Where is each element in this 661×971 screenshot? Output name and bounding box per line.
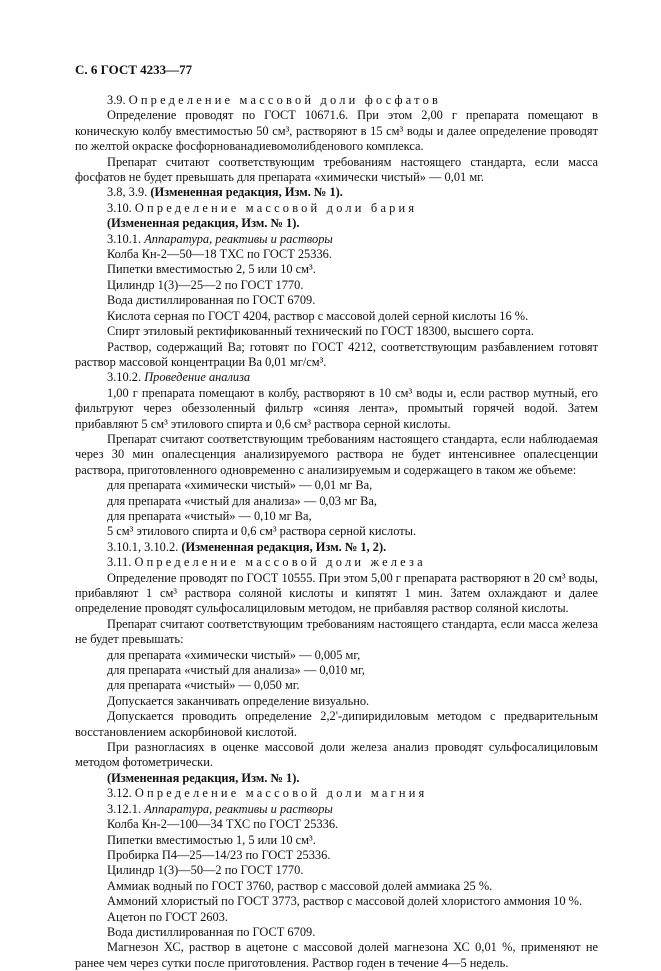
section-heading: [75, 201, 598, 216]
clause-text: (Измененная редакция, Изм. № 1).: [107, 770, 300, 785]
paragraph: [75, 910, 598, 925]
clause-number: 3.10.1.: [107, 231, 142, 246]
clause-text: Вода дистиллированная по ГОСТ 6709.: [107, 293, 316, 308]
clause-text: для препарата «чистый» — 0,050 мг.: [107, 678, 300, 693]
clause-text: Пипетки вместимостью 2, 5 или 10 см³.: [107, 262, 316, 277]
clause-text: Кислота серная по ГОСТ 4204, раствор с массовой долей серной кислоты 16 %.: [107, 308, 529, 323]
clause-text: Препарат считают соответствующим требованиям настоящего стандарта, если масса фосфатов не будет превышать для препарата «химически чистый» — 0,01 мг.: [75, 154, 598, 185]
clause-text: Аппаратура, реактивы и растворы: [144, 801, 333, 816]
clause-text: Определение массовой доли бария: [134, 200, 418, 215]
clause-text: (Измененная редакция, Изм. № 1).: [150, 185, 343, 200]
amendment-note: [75, 540, 598, 555]
clause-text: Пробирка П4—25—14/23 по ГОСТ 25336.: [107, 847, 331, 862]
clause-text: Ацетон по ГОСТ 2603.: [107, 909, 228, 924]
section-heading: [75, 93, 598, 108]
paragraph: [75, 478, 598, 493]
clause-number: 3.11.: [107, 555, 132, 570]
clause-text: для препарата «чистый для анализа» — 0,03 мг Ва,: [107, 493, 377, 508]
paragraph: [75, 524, 598, 539]
paragraph: [75, 509, 598, 524]
clause-number: 3.12.1.: [107, 801, 142, 816]
clause-text: 1,00 г препарата помещают в колбу, растворяют в 10 см³ воды и, если раствор мутный, его фильтруют через обеззоленный фильтр «синяя лента», промытый горячей водой. Затем прибавляют 5 см³ этилового спирта и 0,6 см³ раствора серной кислоты.: [75, 385, 598, 431]
clause-text: Магнезон ХС, раствор в ацетоне с массовой долей магнезона ХС 0,01 %, применяют не ранее чем через сутки после приготовления. Раствор годен в течение 4—5 недель.: [75, 940, 598, 970]
clause-number: 3.12.: [107, 786, 132, 801]
paragraph: [75, 155, 598, 186]
clause-text: При разногласиях в оценке массовой доли железа анализ проводят сульфосалициловым методом фотометрически.: [75, 740, 598, 770]
paragraph: [75, 386, 598, 432]
clause-text: Определение массовой доли железа: [134, 555, 426, 570]
clause-text: Аппаратура, реактивы и растворы: [144, 231, 333, 246]
paragraph: [75, 817, 598, 832]
paragraph: [75, 617, 598, 648]
subsection-heading: [75, 802, 598, 817]
paragraph: [75, 293, 598, 308]
clause-text: Раствор, содержащий Ва; готовят по ГОСТ 4212, соответствующим разбавлением готовят раствор массовой концентрации Ва 0,01 мг/см³.: [75, 339, 598, 369]
clause-number: 3.10.2.: [107, 370, 142, 385]
clause-number: 3.10.: [107, 200, 132, 215]
clause-text: Колба Кн-2—100—34 ТХС по ГОСТ 25336.: [107, 817, 339, 832]
paragraph: [75, 108, 598, 154]
paragraph: [75, 262, 598, 277]
clause-text: Цилиндр 1(3)—50—2 по ГОСТ 1770.: [107, 863, 304, 878]
clause-text: Вода дистиллированная по ГОСТ 6709.: [107, 924, 316, 939]
section-heading: [75, 786, 598, 801]
clause-text: Определение проводят по ГОСТ 10671.6. При этом 2,00 г препарата помещают в коническую колбу вместимостью 50 см³, растворяют в 15 см³ воды и далее определение проводят по желтой окраске фосфорнованадиевомолибденового комплекса.: [75, 108, 598, 154]
amendment-note: [75, 216, 598, 231]
clause-text: для препарата «химически чистый» — 0,01 мг Ва,: [107, 478, 373, 493]
paragraph: [75, 863, 598, 878]
paragraph: [75, 694, 598, 709]
paragraph: [75, 340, 598, 371]
paragraph: [75, 940, 598, 971]
paragraph: [75, 324, 598, 339]
document-body: [75, 93, 598, 971]
paragraph: [75, 879, 598, 894]
clause-text: Определение массовой доли магния: [134, 786, 428, 801]
clause-text: Определение проводят по ГОСТ 10555. При этом 5,00 г препарата растворяют в 20 см³ воды, прибавляют 1 см³ раствора соляной кислоты и кипятят 1 мин. Затем охлаждают и далее определение проводят сульфосалициловым методом, не прибавляя раствор соляной кислоты.: [75, 570, 598, 616]
paragraph: [75, 494, 598, 509]
paragraph: [75, 833, 598, 848]
subsection-heading: [75, 370, 598, 385]
paragraph: [75, 740, 598, 771]
clause-text: Колба Кн-2—50—18 ТХС по ГОСТ 25336.: [107, 247, 332, 262]
paragraph: [75, 571, 598, 617]
paragraph: [75, 648, 598, 663]
paragraph: [75, 432, 598, 478]
clause-text: Аммиак водный по ГОСТ 3760, раствор с массовой долей аммиака 25 %.: [107, 878, 493, 893]
clause-text: 5 см³ этилового спирта и 0,6 см³ раствора серной кислоты.: [107, 524, 417, 539]
paragraph: [75, 925, 598, 940]
clause-text: для препарата «чистый для анализа» — 0,010 мг,: [107, 663, 365, 678]
clause-number: 3.8, 3.9.: [107, 185, 148, 200]
clause-text: Допускается заканчивать определение визуально.: [107, 693, 370, 708]
clause-text: (Измененная редакция, Изм. № 1, 2).: [181, 539, 387, 554]
clause-text: Определение массовой доли фосфатов: [128, 93, 442, 107]
clause-text: для препарата «химически чистый» — 0,005 мг,: [107, 647, 361, 662]
section-heading: [75, 555, 598, 570]
paragraph: [75, 848, 598, 863]
paragraph: [75, 278, 598, 293]
clause-text: (Измененная редакция, Изм. № 1).: [107, 216, 300, 231]
clause-text: Аммоний хлористый по ГОСТ 3773, раствор с массовой долей хлористого аммония 10 %.: [107, 894, 583, 909]
paragraph: [75, 247, 598, 262]
clause-number: 3.10.1, 3.10.2.: [107, 539, 179, 554]
page-header: С. 6 ГОСТ 4233—77: [75, 62, 193, 77]
paragraph: [75, 309, 598, 324]
paragraph: [75, 894, 598, 909]
paragraph: [75, 709, 598, 740]
clause-text: для препарата «чистый» — 0,10 мг Ва,: [107, 508, 312, 523]
subsection-heading: [75, 232, 598, 247]
clause-text: Препарат считают соответствующим требованиям настоящего стандарта, если наблюдаемая через 30 мин опалесценция анализируемого раствора не будет интенсивнее опалесценции раствора, приготовленного одновременно с анализируемым и содержащего в таком же объеме:: [75, 431, 598, 477]
clause-text: Допускается проводить определение 2,2'-дипиридиловым методом с предварительным восстановлением аскорбиновой кислотой.: [75, 709, 598, 739]
clause-text: Пипетки вместимостью 1, 5 или 10 см³.: [107, 832, 316, 847]
paragraph: [75, 663, 598, 678]
amendment-note: [75, 771, 598, 786]
paragraph: [75, 678, 598, 693]
clause-text: Спирт этиловый ректификованный технический по ГОСТ 18300, высшего сорта.: [107, 324, 534, 339]
amendment-note: [75, 185, 598, 200]
clause-number: 3.9.: [107, 93, 126, 107]
clause-text: Препарат считают соответствующим требованиям настоящего стандарта, если масса железа не будет превышать:: [75, 616, 598, 647]
clause-text: Цилиндр 1(3)—25—2 по ГОСТ 1770.: [107, 277, 304, 292]
clause-text: Проведение анализа: [144, 370, 251, 385]
